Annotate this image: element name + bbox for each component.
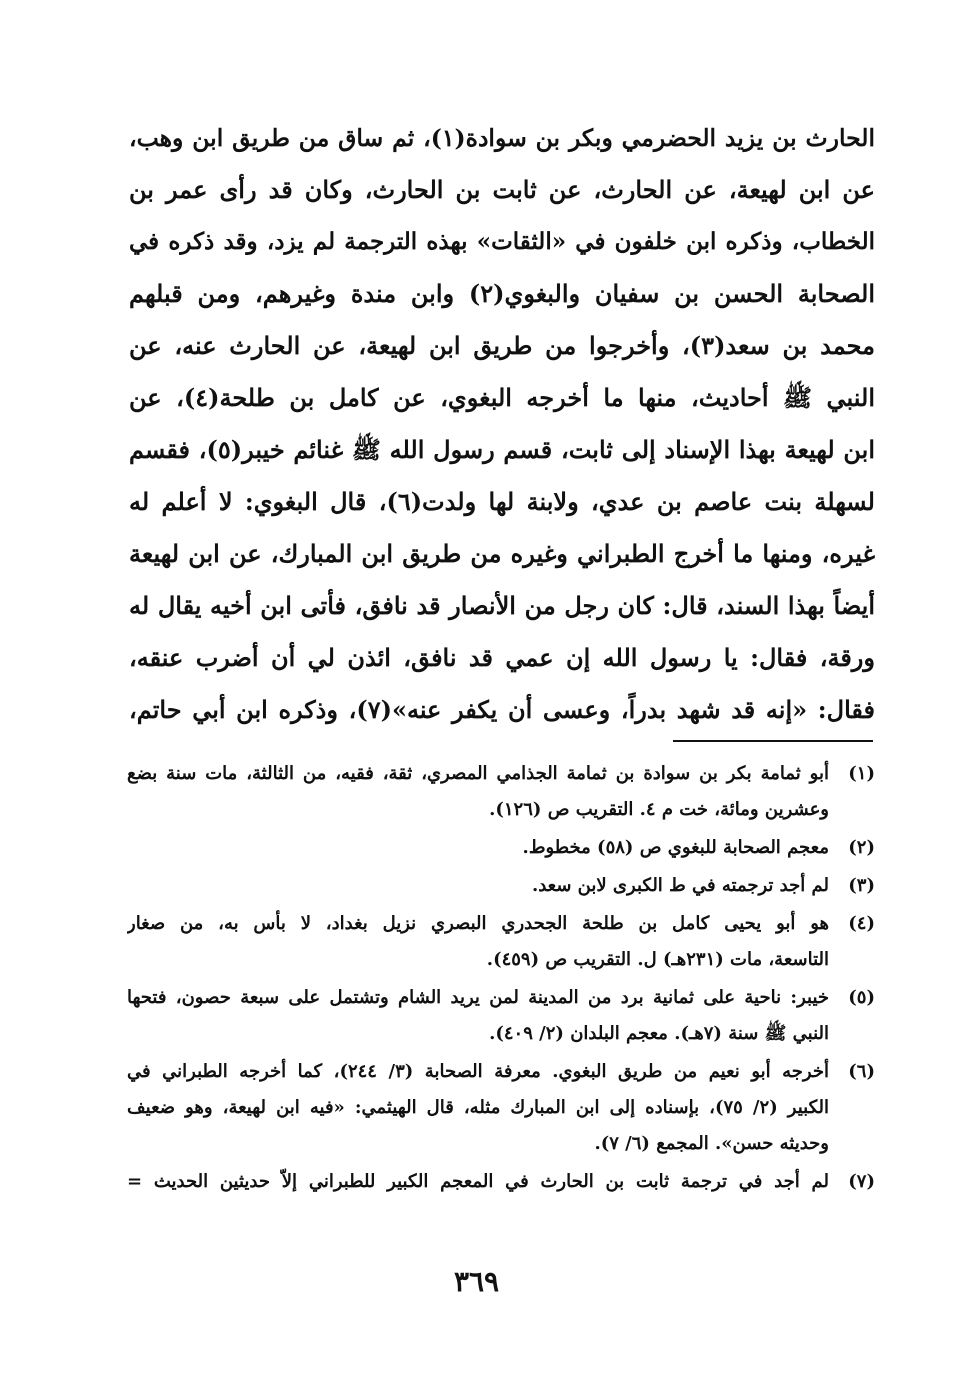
footnote-line: هو أبو يحيى كامل بن طلحة الجحدري البصري نزيل بغداد، لا بأس به، من صغار <box>127 913 829 934</box>
footnote-line: لم أجد ترجمته في ط الكبرى لابن سعد. <box>531 875 829 896</box>
main-text-line: الصحابة الحسن بن سفيان والبغوي(٢) وابن مندة وغيرهم، ومن قبلهم <box>129 279 875 308</box>
footnote-body <box>127 980 829 1052</box>
page-number: ٣٦٩ <box>453 1265 500 1298</box>
footnote-line: الكبير (٢/ ٧٥)، بإسناده إلى ابن المبارك مثله، قال الهيثمي: «فيه ابن لهيعة، وهو ضعيف <box>127 1097 829 1118</box>
footnote-number: (٤) <box>848 913 875 934</box>
footnote-line: وعشرين ومائة، خت م ٤. التقريب ص (١٢٦). <box>489 799 829 820</box>
footnote-number: (١) <box>848 763 875 784</box>
footnote-6 <box>127 1054 875 1162</box>
footnotes <box>127 756 875 1202</box>
footnote-number: (٥) <box>848 987 875 1008</box>
main-text-line: الخطاب، وذكره ابن خلفون في «الثقات» بهذه الترجمة لم يزد، وقد ذكره في <box>129 228 875 255</box>
main-text-line: لسهلة بنت عاصم بن عدي، ولابنة لها ولدت(٦)، قال البغوي: لا أعلم له <box>129 487 875 516</box>
footnote-separator <box>673 740 873 742</box>
main-text <box>129 112 875 736</box>
footnote-line: خيبر: ناحية على ثمانية برد من المدينة لمن يريد الشام وتشتمل على سبعة حصون، فتحها <box>127 987 829 1008</box>
footnote-body <box>127 868 829 904</box>
main-text-line: غيره، ومنها ما أخرج الطبراني وغيره من طريق ابن المبارك، عن ابن لهيعة <box>129 539 875 568</box>
footnote-body <box>127 1054 829 1162</box>
footnote-line: النبي ﷺ سنة (٧هـ). معجم البلدان (٢/ ٤٠٩). <box>489 1023 829 1044</box>
footnote-line: وحديثه حسن». المجمع (٦/ ٧). <box>594 1133 829 1154</box>
footnote-line: أخرجه أبو نعيم من طريق البغوي. معرفة الصحابة (٣/ ٢٤٤)، كما أخرجه الطبراني في <box>127 1061 829 1082</box>
footnote-number: (٣) <box>848 875 875 896</box>
footnote-body <box>127 1164 829 1200</box>
main-text-line: أيضاً بهذا السند، قال: كان رجل من الأنصار قد نافق، فأتى ابن أخيه يقال له <box>129 591 875 620</box>
footnote-body <box>127 756 829 828</box>
footnote-number: (٧) <box>848 1171 875 1192</box>
footnote-1 <box>127 756 875 828</box>
main-text-line: الحارث بن يزيد الحضرمي وبكر بن سوادة(١)، ثم ساق من طريق ابن وهب، <box>129 124 875 152</box>
footnote-body <box>127 830 829 866</box>
footnote-3 <box>127 868 875 904</box>
footnote-number: (٦) <box>848 1061 875 1082</box>
footnote-4 <box>127 906 875 978</box>
footnote-line: لم أجد في ترجمة ثابت بن الحارث في المعجم الكبير للطبراني إلاّ حديثين الحديث = <box>127 1171 829 1192</box>
main-text-line: فقال: «إنه قد شهد بدراً، وعسى أن يكفر عنه»(٧)، وذكره ابن أبي حاتم، <box>129 695 875 724</box>
main-text-line: ورقة، فقال: يا رسول الله إن عمي قد نافق، ائذن لي أن أضرب عنقه، <box>129 643 875 672</box>
main-text-line: ابن لهيعة بهذا الإسناد إلى ثابت، قسم رسول الله ﷺ غنائم خيبر(٥)، فقسم <box>129 435 875 464</box>
main-text-line: عن ابن لهيعة، عن الحارث، عن ثابت بن الحارث، وكان قد رأى عمر بن <box>129 175 875 204</box>
footnote-body <box>127 906 829 978</box>
footnote-5 <box>127 980 875 1052</box>
main-text-line: النبي ﷺ أحاديث، منها ما أخرجه البغوي، عن كامل بن طلحة(٤)، عن <box>129 383 875 412</box>
footnote-line: معجم الصحابة للبغوي ص (٥٨) مخطوط. <box>522 837 829 858</box>
footnote-7 <box>127 1164 875 1200</box>
main-text-line: محمد بن سعد(٣)، وأخرجوا من طريق ابن لهيعة، عن الحارث عنه، عن <box>129 331 875 360</box>
footnote-number: (٢) <box>848 837 875 858</box>
footnote-line: أبو ثمامة بكر بن سوادة بن ثمامة الجذامي المصري، ثقة، فقيه، من الثالثة، مات سنة بضع <box>127 763 829 784</box>
footnote-line: التاسعة، مات (٢٣١هـ) ل. التقريب ص (٤٥٩). <box>486 949 829 970</box>
footnote-2 <box>127 830 875 866</box>
